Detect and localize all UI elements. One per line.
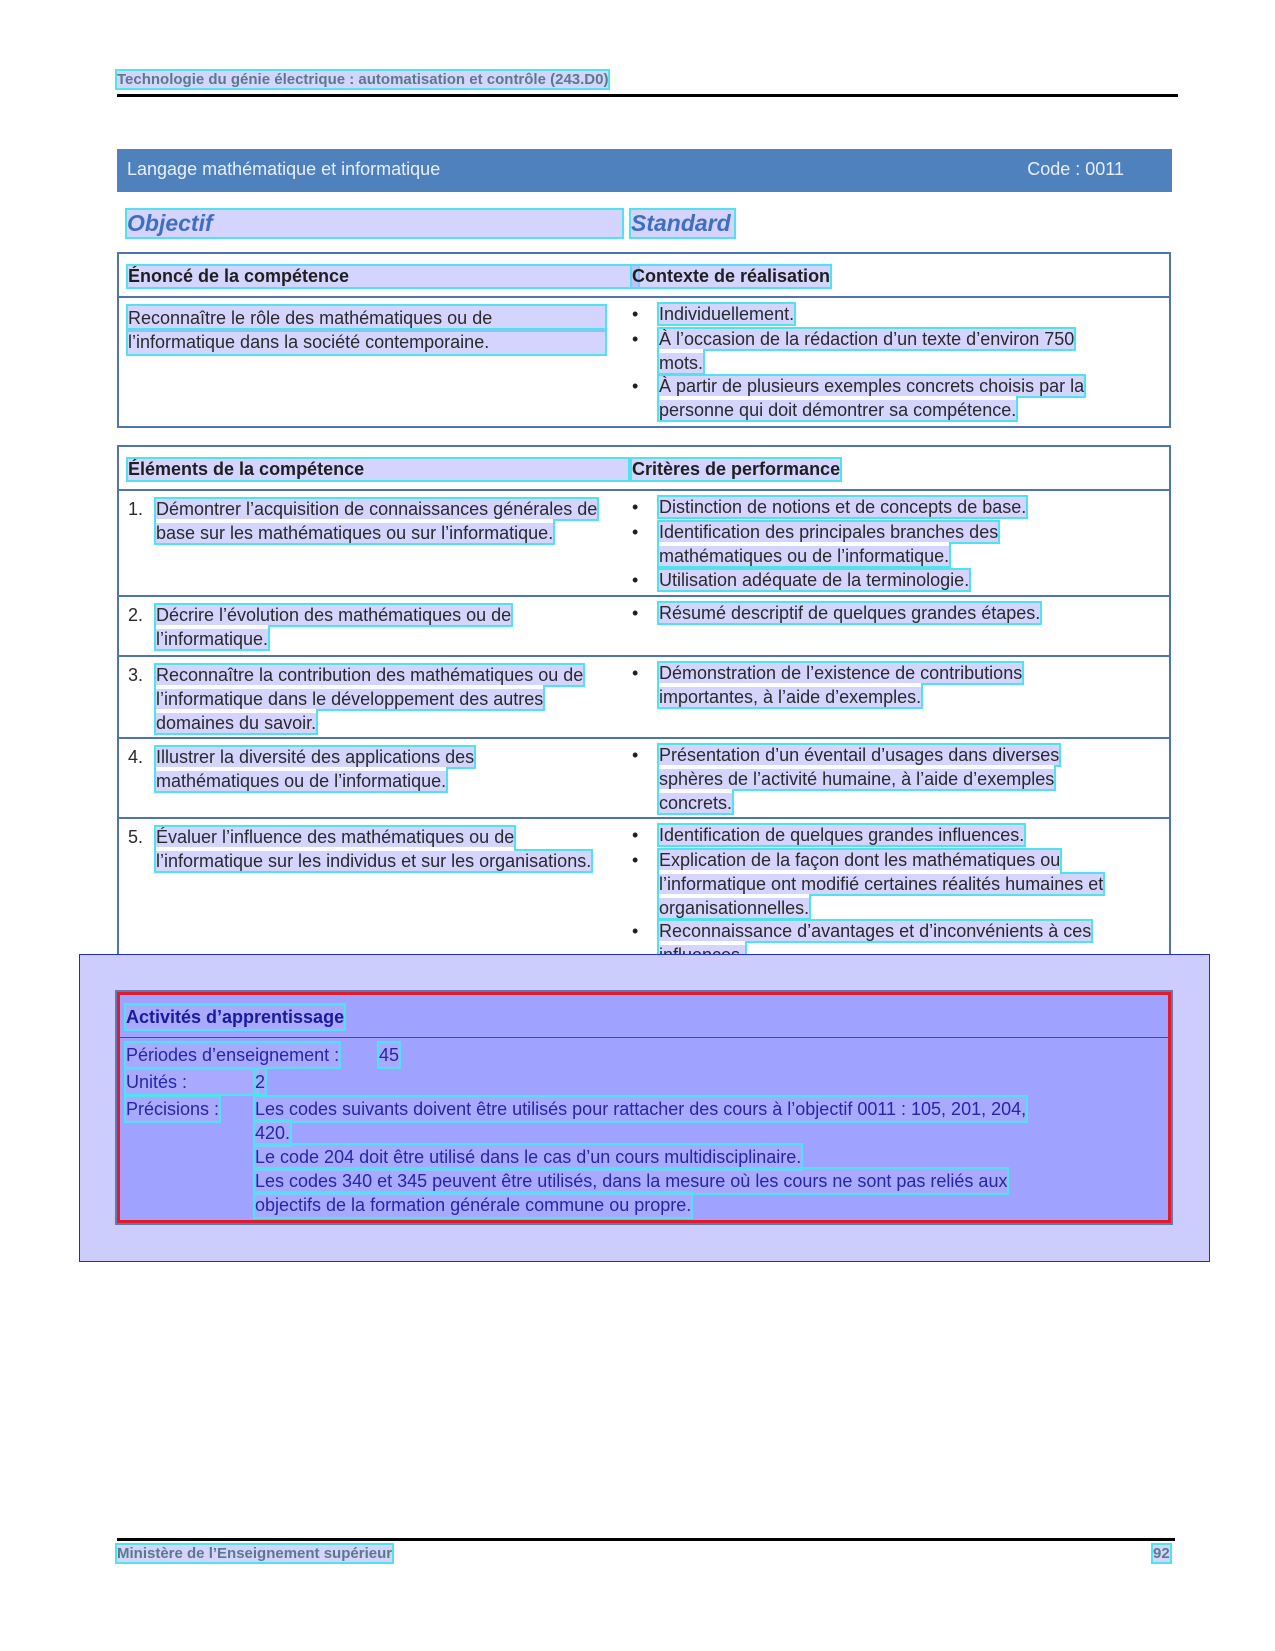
course-title: Langage mathématique et informatique [127,159,441,179]
element-number: 3. [128,665,144,685]
periodes-value: 45 [379,1045,400,1065]
table-divider [119,489,1169,491]
critere-item: • Reconnaissance d’avantages et d’inconvénients à ces [659,919,1149,967]
page-number: 92 [1153,1545,1170,1562]
contexte-item: • Individuellement. [659,302,1149,326]
activities-title: Activités d’apprentissage [126,1007,345,1027]
activities-box [117,992,1171,1223]
enonce-heading: Énoncé de la compétence [128,266,638,287]
header-rule [117,94,1178,97]
precisions-line: Les codes 340 et 345 peuvent être utilisés, dans la mesure où les cours ne sont pas reliés aux [255,1171,1008,1191]
element-text: Reconnaître la contribution des mathématiques ou de l’informatique dans le développement des autres domaines du savoir. [156,665,584,733]
precisions-line: objectifs de la formation générale commune ou propre. [255,1195,692,1215]
table-divider [119,296,1169,298]
precisions-line: Les codes suivants doivent être utilisés pour rattacher des cours à l’objectif 0011 : 105, 201, 204, [255,1099,1027,1119]
unites-label: Unités : [126,1070,257,1094]
element-number: 2. [128,605,144,625]
contexte-item: • À partir de plusieurs exemples concrets choisis par la personne qui doit démontrer sa compétence. [659,374,1149,422]
unites-value: 2 [255,1072,266,1092]
critere-item: • Présentation d’un éventail d’usages dans diverses sphères de l’activité humaine, à l’aide d’exemples concrets. [659,743,1119,815]
enonce-line: Reconnaître le rôle des mathématiques ou de [128,306,605,330]
critere-item: • Démonstration de l’existence de contributions importantes, à l’aide d’exemples. [659,661,1079,709]
enonce-line: l’informatique dans la société contemporaine. [128,330,605,354]
activities-divider [120,1037,1168,1038]
precisions-label: Précisions : [126,1099,220,1119]
elements-table [117,445,1171,976]
competence-table [117,252,1171,428]
periodes-label: Périodes d’enseignement : [126,1045,340,1065]
element-number: 4. [128,747,144,767]
objectif-label: Objectif [127,210,622,237]
row-divider [119,655,1169,657]
element-text: Décrire l’évolution des mathématiques ou de l’informatique. [156,605,512,649]
course-banner [117,149,1172,192]
elements-heading: Éléments de la compétence [128,459,628,480]
contexte-heading: Contexte de réalisation [632,266,831,286]
element-text: Démontrer l’acquisition de connaissances générales de base sur les mathématiques ou sur l’informatique. [156,499,598,543]
document-header-title: Technologie du génie électrique : automatisation et contrôle (243.D0) [117,71,609,88]
element-number: 5. [128,827,144,847]
footer-ministry: Ministère de l’Enseignement supérieur [117,1545,393,1562]
critere-item: • Résumé descriptif de quelques grandes étapes. [659,601,1139,625]
course-code: Code : 0011 [1027,159,1124,179]
standard-label: Standard [631,210,734,237]
element-text: Évaluer l’influence des mathématiques ou de l’informatique sur les individus et sur les organisations. [156,827,592,871]
row-divider [119,595,1169,597]
row-divider [119,817,1169,819]
precisions-line: Le code 204 doit être utilisé dans le cas d’un cours multidisciplinaire. [255,1147,802,1167]
critere-item: • Identification des principales branches des mathématiques ou de l’informatique. [659,520,1079,568]
critere-item: • Utilisation adéquate de la terminologie. [659,568,1139,592]
element-number: 1. [128,499,144,519]
criteres-heading: Critères de performance [632,459,841,479]
footer-rule [117,1538,1175,1541]
row-divider [119,737,1169,739]
critere-item: • Explication de la façon dont les mathématiques ou l’informatique ont modifié certaines réalités humaines et organisationnelles. [659,848,1149,920]
precisions-line: 420. [255,1123,291,1143]
element-text: Illustrer la diversité des applications des mathématiques ou de l’informatique. [156,747,475,791]
critere-item: • Identification de quelques grandes influences. [659,823,1139,847]
critere-item: • Distinction de notions et de concepts de base. [659,495,1139,519]
contexte-item: • À l’occasion de la rédaction d’un texte d’environ 750 mots. [659,327,1109,375]
